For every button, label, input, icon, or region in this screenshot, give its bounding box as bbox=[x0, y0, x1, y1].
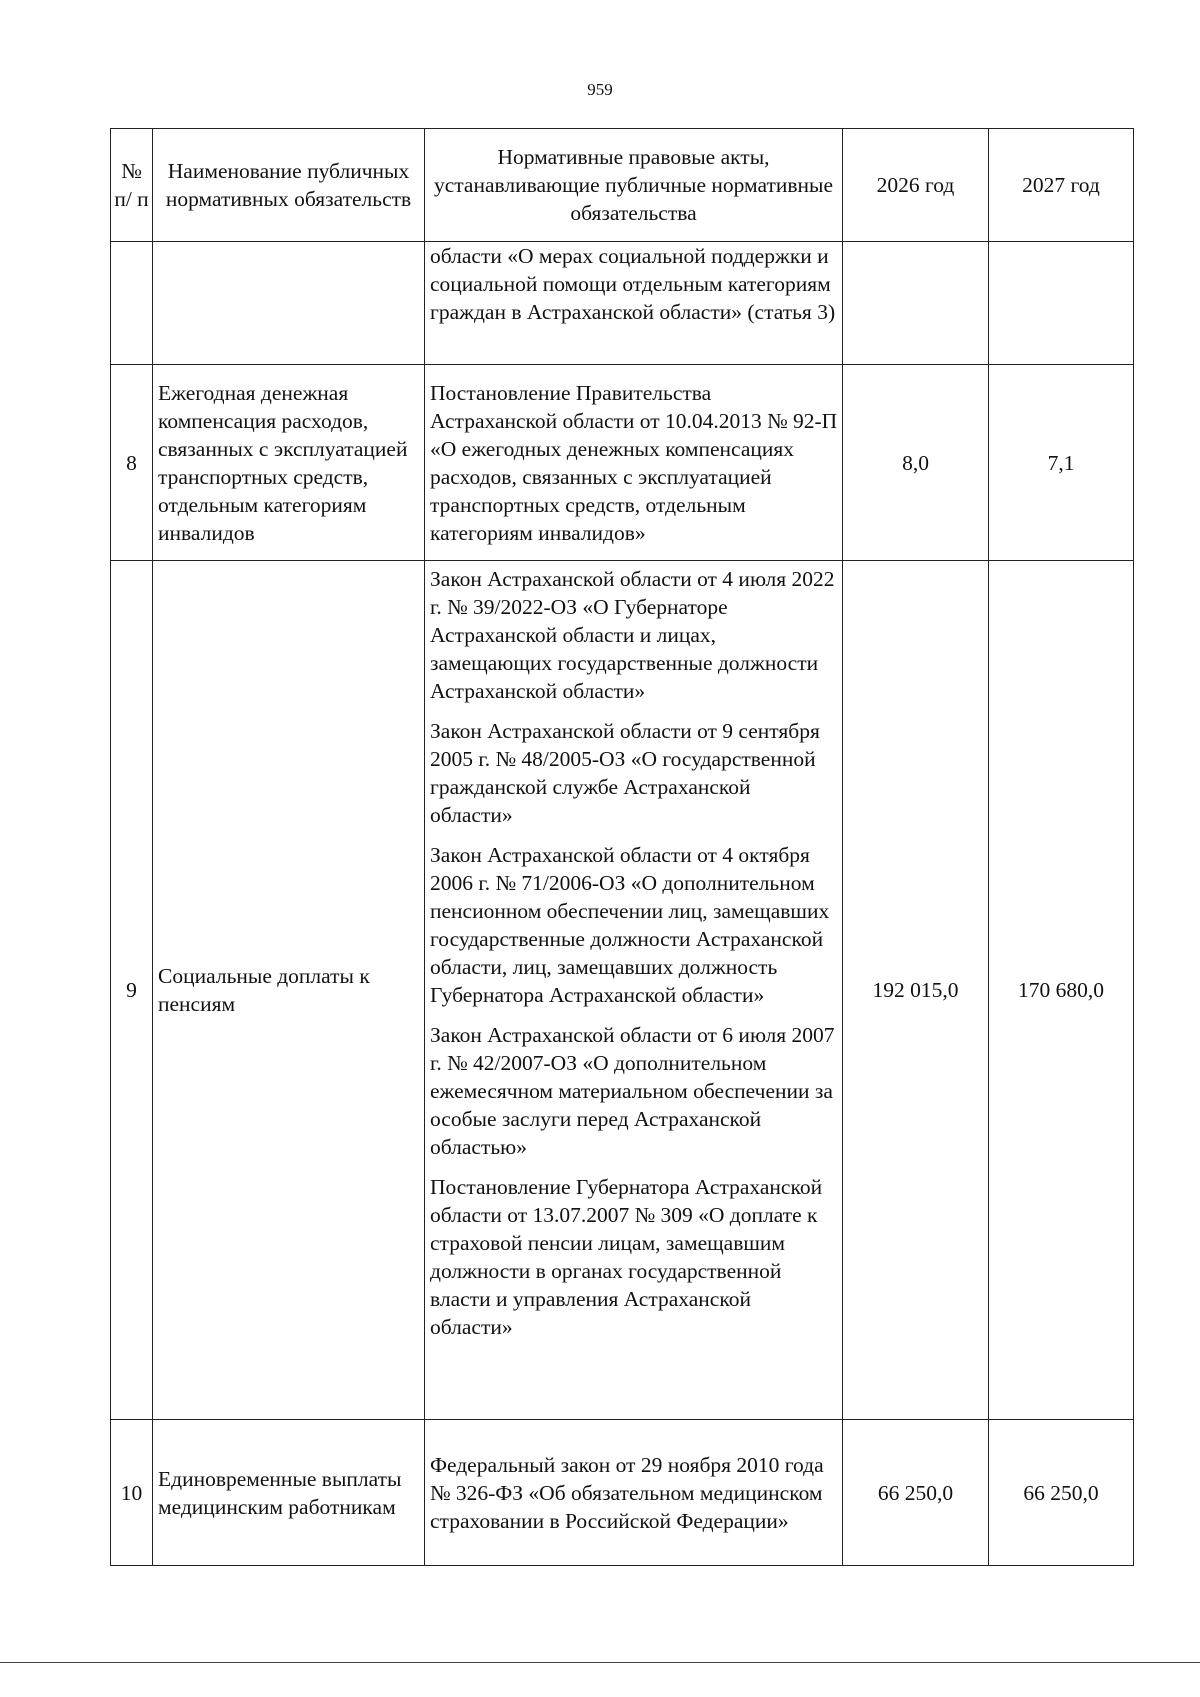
table-row bbox=[111, 365, 1134, 561]
table-header-row bbox=[111, 129, 1134, 242]
row-name: Социальные доплаты к пенсиям bbox=[153, 561, 425, 1420]
page-bottom-rule bbox=[0, 1662, 1200, 1663]
row-name bbox=[153, 242, 425, 365]
act-text: Закон Астраханской области от 4 июля 2022 г. № 39/2022-ОЗ «О Губернаторе Астраханской области и лицах, замещающих государственные должности Астраханской области» bbox=[430, 567, 835, 703]
value-2027: 66 250,0 bbox=[989, 1420, 1134, 1566]
value-2027: 170 680,0 bbox=[989, 561, 1134, 1420]
row-acts bbox=[425, 561, 843, 1420]
act-text: Закон Астраханской области от 6 июля 2007 г. № 42/2007-ОЗ «О дополнительном ежемесячном материальном обеспечении за особые заслуги перед Астраханской областью» bbox=[430, 1023, 835, 1159]
act-text: Постановление Правительства Астраханской области от 10.04.2013 № 92-П «О ежегодных денежных компенсациях расходов, связанных с эксплуатацией транспортных средств, отдельным категориям инвалидов» bbox=[430, 380, 838, 545]
header-year-2026: 2026 год bbox=[843, 129, 989, 242]
header-year-2027: 2027 год bbox=[989, 129, 1134, 242]
act-text: Постановление Губернатора Астраханской области от 13.07.2007 № 309 «О доплате к страховой пенсии лицам, замещавшим должности в органах государственной власти и управления Астраханской области» bbox=[430, 1175, 823, 1339]
value-2027: 7,1 bbox=[989, 365, 1134, 561]
page-number: 959 bbox=[587, 80, 613, 99]
obligations-table bbox=[110, 128, 1134, 1566]
value-2026: 192 015,0 bbox=[843, 561, 989, 1420]
act-text: Закон Астраханской области от 9 сентября 2005 г. № 48/2005-ОЗ «О государственной гражданской службе Астраханской области» bbox=[430, 719, 820, 827]
act-text: Федеральный закон от 29 ноября 2010 года № 326-ФЗ «Об обязательном медицинском страховании в Российской Федерации» bbox=[430, 1452, 824, 1533]
row-num: 9 bbox=[111, 561, 153, 1420]
act-text: области «О мерах социальной поддержки и социальной помощи отдельным категориям граждан в Астраханской области» (статья 3) bbox=[430, 244, 836, 324]
row-num: 10 bbox=[111, 1420, 153, 1566]
row-acts bbox=[425, 242, 843, 365]
table-row bbox=[111, 561, 1134, 1420]
act-text: Закон Астраханской области от 4 октября 2006 г. № 71/2006-ОЗ «О дополнительном пенсионном обеспечении лиц, замещавших государственные должности Астраханской области, лиц, замещавших должность Губернатора Астраханской области» bbox=[430, 843, 830, 1007]
value-2027 bbox=[989, 242, 1134, 365]
row-num bbox=[111, 242, 153, 365]
row-acts bbox=[425, 365, 843, 561]
value-2026: 66 250,0 bbox=[843, 1420, 989, 1566]
header-num: № п/ п bbox=[111, 129, 153, 242]
table-row bbox=[111, 242, 1134, 365]
value-2026 bbox=[843, 242, 989, 365]
row-num: 8 bbox=[111, 365, 153, 561]
table-row bbox=[111, 1420, 1134, 1566]
value-2026: 8,0 bbox=[843, 365, 989, 561]
row-name: Единовременные выплаты медицинским работникам bbox=[153, 1420, 425, 1566]
header-acts: Нормативные правовые акты, устанавливающие публичные нормативные обязательства bbox=[425, 129, 843, 242]
header-name: Наименование публичных нормативных обязательств bbox=[153, 129, 425, 242]
row-acts bbox=[425, 1420, 843, 1566]
row-name: Ежегодная денежная компенсация расходов, связанных с эксплуатацией транспортных средств, отдельным категориям инвалидов bbox=[153, 365, 425, 561]
